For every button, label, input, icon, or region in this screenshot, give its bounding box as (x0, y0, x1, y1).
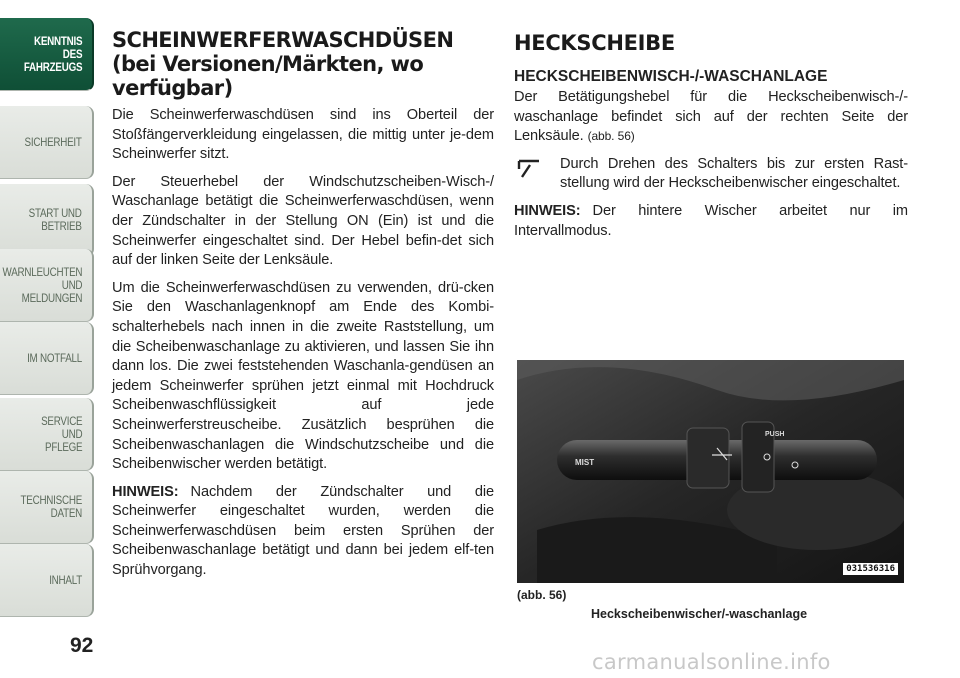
page-number: 92 (70, 634, 94, 657)
lever-photo (517, 360, 904, 583)
left-column (112, 28, 494, 589)
paragraph-with-icon (514, 155, 908, 194)
tab-service-und-pflege[interactable] (0, 398, 94, 471)
figure-code: 031536316 (843, 563, 898, 575)
section-heading: SCHEINWERFERWASCHDÜSEN (bei Versionen/Märkten, wo verfügbar) (112, 28, 454, 100)
figure-caption-title: Heckscheibenwischer/-waschanlage (591, 607, 808, 621)
note-paragraph (514, 202, 908, 241)
tab-label: IM NOTFALL (27, 350, 82, 365)
tab-sicherheit[interactable] (0, 106, 94, 179)
note-paragraph (112, 483, 494, 581)
tab-label: TECHNISCHE DATEN (20, 493, 82, 520)
note-text: Der hintere Wischer arbeitet nur im Intervallmodus. (514, 202, 908, 239)
paragraph: Um die Scheinwerferwaschdüsen zu verwenden, drü-cken Sie den Waschanlagenknopf am Ende des Kombi-schalterhebels nach innen in die zweite Raststellung, um die Scheibenwaschanlage zu aktivieren, und lassen Sie ihn dann los. Die zwei feststehenden Waschanla-gendüsen an jedem Scheinwerfer sprühen jetzt einmal mit Hochdruck Scheibenwaschflüssigkeit auf jede Scheinwerferstreuscheibe. Zusätzlich besprühen die Scheibenwaschanlagen die Windschutzscheibe und die Scheibenwischer werden betätigt. (112, 279, 494, 473)
tab-label: SICHERHEIT (24, 134, 82, 149)
tab-im-notfall[interactable] (0, 322, 94, 395)
push-label: PUSH (765, 431, 785, 438)
note-text: Nachdem der Zündschalter und die Scheinwerfer eingeschaltet wurden, werden die Scheinwerferwaschdüsen beim ersten Sprühen der Scheibenwaschanlage betätigt und dann bei jedem elf-ten Sprühvorgang. (112, 483, 494, 579)
figure-caption-reference: (abb. 56) (517, 588, 567, 602)
paragraph (514, 88, 908, 147)
figure-reference: (abb. 56) (587, 129, 635, 144)
mist-label: MIST (575, 458, 595, 467)
tab-label: START UND BETRIEB (28, 206, 82, 233)
tab-technische-daten[interactable] (0, 471, 94, 544)
paragraph: Der Steuerhebel der Windschutzscheiben-Wisch-/ Waschanlage betätigt die Scheinwerferwaschdüsen, wenn der Zündschalter in der Stellung ON (Ein) ist und die Scheinwerfer eingeschaltet sind. Der Hebel befin-det sich auf der linken Seite der Lenksäule. (112, 173, 494, 269)
watermark: carmanualsonline.info (592, 650, 831, 674)
paragraph-text: Durch Drehen des Schalters bis zur ersten Rast-stellung wird der Heckscheibenwischer eingeschaltet. (560, 155, 908, 192)
section-heading: HECKSCHEIBE (514, 31, 675, 55)
note-label: HINWEIS: (112, 483, 179, 500)
rear-wiper-icon (516, 157, 542, 179)
subsection-heading: HECKSCHEIBENWISCH-/-WASCHANLAGE (514, 68, 828, 85)
tab-inhalt[interactable] (0, 544, 94, 617)
note-label: HINWEIS: (514, 202, 581, 219)
chapter-sidebar (0, 0, 98, 678)
tab-warnleuchten-und-meldungen[interactable] (0, 249, 94, 322)
tab-label: SERVICE UND PFLEGE (40, 413, 82, 454)
paragraph: Die Scheinwerferwaschdüsen sind ins Oberteil der Stoßfängerverkleidung eingelassen, die mittig unter je-dem Scheinwerfer sitzt. (112, 107, 494, 163)
lever-illustration (517, 360, 904, 583)
paragraph-text: Der Betätigungshebel für die Heckscheibenwisch-/-waschanlage befindet sich auf der rechten Seite der Lenksäule. (514, 89, 908, 145)
tab-kenntnis-des-fahrzeugs[interactable] (0, 18, 94, 91)
tab-label: WARNLEUCHTEN UND MELDUNGEN (2, 264, 82, 305)
right-column (514, 28, 908, 249)
tab-start-und-betrieb[interactable] (0, 184, 94, 257)
tab-label: INHALT (49, 572, 82, 587)
tab-label: KENNTNIS DES FAHRZEUGS (23, 33, 82, 74)
